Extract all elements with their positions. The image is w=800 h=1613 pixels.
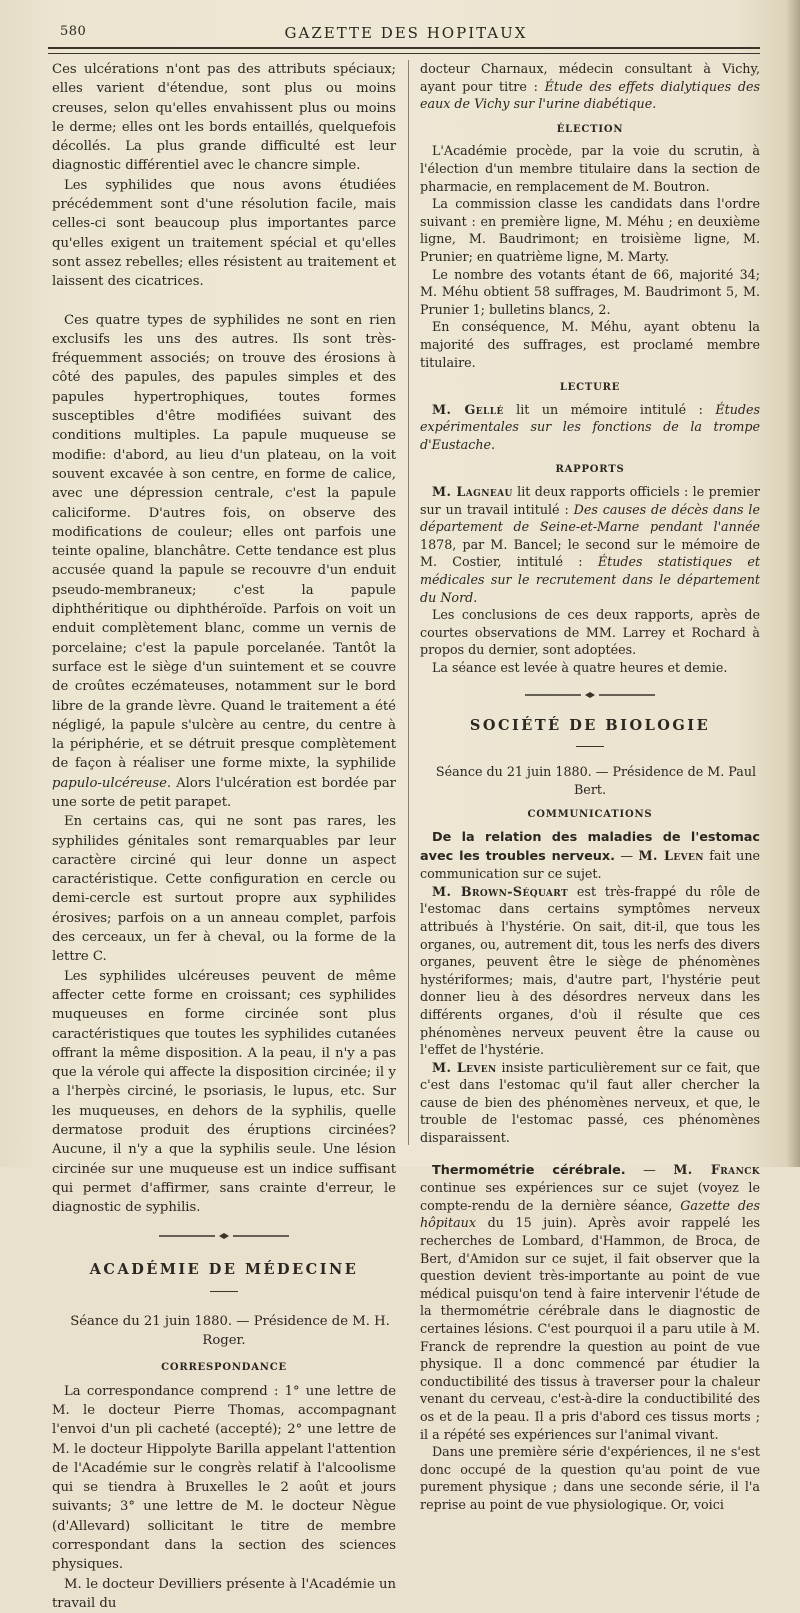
text-run: lit deux rapports officiels : le premier sur un travail intitulé : bbox=[420, 484, 760, 517]
paragraph: La correspondance comprend : 1° une lettre de M. le docteur Pierre Thomas, accompagnant l'envoi d'un pli cacheté (accepté); 2° une lettre de M. le docteur Hippolyte Barilla appelant l'attention de l'Académie sur le congrès relatif à l'alcoolisme qui se tiendra à Bruxelles le 2 août et jours suivants; 3° une lettre de M. le docteur Nègue (d'Allevard) sollicitant le titre de membre correspondant dans la section des sciences physiques. bbox=[52, 1383, 396, 1573]
correspondance-heading: CORRESPONDANCE bbox=[161, 1362, 287, 1374]
page-number: 580 bbox=[60, 24, 87, 39]
text-run: continue ses expériences sur ce sujet (voyez le compte-rendu de la dernière séance, bbox=[420, 1180, 760, 1213]
speaker-name: M. Gellé bbox=[432, 401, 504, 417]
topic-heading: De la relation des maladies de l'estomac avec les troubles nerveux. bbox=[420, 829, 760, 864]
paragraph: Les conclusions de ces deux rapports, après de courtes observations de MM. Larrey et Rochard à propos du dernier, sont adoptées. bbox=[420, 607, 760, 658]
text-run: 1878, par M. Bancel; le second sur le mémoire de M. Costier, intitulé : bbox=[420, 536, 760, 570]
paragraph: Les syphilides ulcéreuses peuvent de même affecter cette forme en croissant; ces syphilides muqueuses en forme circinée sont plus caractéristiques que toutes les syphilides cutanées offrant la même disposition. A la peau, il n'y a pas que la vérole qui affecte la disposition circinée; il y a l'herpès circiné, le psoriasis, le lupus, etc. Sur les muqueuses, en dehors de la syphilis, quelle dermatose produit des éruptions circinées? Aucune, il n'y a que la syphilis seule. Une lésion circinée sur une muqueuse est un indice suffisant qui permet d'affirmer, sans crainte d'erreur, le diagnostic de syphilis. bbox=[52, 968, 396, 1216]
session-line: Séance du 21 juin 1880. — Présidence de M. H. Roger. bbox=[70, 1313, 390, 1349]
paragraph: Le nombre des votants étant de 66, majorité 34; M. Méhu obtient 58 suffrages, M. Baudrimont 5, M. Prunier 1; bulletins blancs, 2. bbox=[420, 266, 760, 317]
section-ornament bbox=[159, 1232, 289, 1240]
biology-title: SOCIÉTÉ DE BIOLOGIE bbox=[469, 716, 711, 734]
paragraph: En conséquence, M. Méhu, ayant obtenu la majorité des suffrages, est proclamé membre titulaire. bbox=[420, 319, 760, 370]
paragraph bbox=[420, 828, 760, 883]
paragraph: La séance est levée à quatre heures et demie. bbox=[432, 660, 728, 675]
paragraph: Ces ulcérations n'ont pas des attributs spéciaux; elles varient d'étendue, sont plus ou moins creuses, selon qu'elles envahissent plus ou moins le derme; elles ont les bords entaillés, quelquefois décollés. La plus grande difficulté est leur diagnostic différentiel avec le chancre simple. bbox=[52, 62, 396, 174]
topic-heading: Thermométrie cérébrale. bbox=[432, 1162, 626, 1178]
speaker-name: M. Leven bbox=[432, 1059, 497, 1075]
italic-term: papulo-ulcéreuse. bbox=[52, 775, 172, 791]
paragraph bbox=[420, 1161, 760, 1444]
text-run: Alors l'ulcération est bordée par une sorte de petit parapet. bbox=[52, 775, 396, 810]
text-run: est très-frappé du rôle de l'estomac dans certains symptômes nerveux attribués à l'hystérie. On sait, dit-il, que tous les organes, ou, autrement dit, tous les nerfs des divers organes, peuvent être le siège de phénomènes hystériformes; mais, d'autre part, l'hystérie peut donner lieu à des désordres nerveux dans les différents organes, d'où il résulte que ces phénomènes nerveux peuvent être la cause ou l'effet de l'hystérie. bbox=[420, 883, 760, 1058]
text-run: docteur Charnaux, médecin consultant à Vichy, ayant pour titre : bbox=[420, 61, 760, 94]
italic-title: Étude des effets dialytiques des eaux de Vichy sur l'urine diabétique. bbox=[420, 78, 760, 112]
text-run: — bbox=[615, 847, 639, 863]
text-run: Ces quatre types de syphilides ne sont en rien exclusifs les uns des autres. Ils sont très-fréquemment associés; on trouve des érosions à côté des papules, des papules simples et des papules hypertrophiques, toutes formes susceptibles d'être modifiées suivant des conditions multiples. La papule muqueuse se modifie: d'abord, au lieu d'un plateau, on la voit souvent excavée à son centre, en forme de calice, avec une dépression centrale, c'est la papule caliciforme. D'autres fois, on observe des modifications de couleur; elles ont parfois une teinte opaline, blanchâtre. Cette tendance est plus accusée quand la papule se recouvre d'un enduit pseudo-membraneux; c'est la papule diphthéritique ou diphthéroïde. Parfois on voit un enduit complètement blanc, comme un vernis de porcelaine; c'est la papule porcelanée. Tantôt la surface est le siège d'un suintement et se couvre de croûtes eczémateuses, notamment sur le bord libre de la grande lèvre. Quand le traitement a été négligé, la papule s'ulcère au centre, du centre à la périphérie, et se détruit presque complètement de façon à réaliser une forme mixte, la syphilide bbox=[52, 312, 396, 772]
speaker-name: M. Lagneau bbox=[432, 484, 513, 500]
paragraph: M. le docteur Devilliers présente à l'Académie un travail du bbox=[52, 1576, 396, 1611]
academy-title: ACADÉMIE DE MÉDECINE bbox=[89, 1260, 359, 1278]
column-divider bbox=[408, 60, 409, 1145]
paragraph bbox=[420, 483, 760, 606]
paragraph: L'Académie procède, par la voie du scrutin, à l'élection d'un membre titulaire dans la section de pharmacie, en remplacement de M. Boutron. bbox=[420, 143, 760, 194]
italic-title: Études statistiques et médicales sur le recrutement dans le département du Nord. bbox=[420, 554, 760, 605]
right-column bbox=[420, 60, 760, 1514]
paragraph: En certains cas, qui ne sont pas rares, les syphilides génitales sont remarquables par leur caractère circiné qui leur donne un aspect caractéristique. Cette configuration en cercle ou demi-cercle est surtout propre aux syphilides érosives; parfois on a un anneau complet, parfois des cerceaux, un fer à cheval, ou la forme de la lettre C. bbox=[52, 814, 396, 965]
header-rule bbox=[48, 47, 760, 54]
session-line: Séance du 21 juin 1880. — Présidence de M. Paul Bert. bbox=[435, 764, 757, 797]
text-run: — bbox=[625, 1161, 674, 1177]
speaker-name: M. Brown-Séquart bbox=[432, 883, 569, 899]
text-run: insiste particulièrement sur ce fait, que c'est dans l'estomac qu'il faut aller chercher la cause de bien des phénomènes nerveux, et que, le trouble de l'estomac passé, ces phénomènes disparaissent. bbox=[420, 1059, 760, 1146]
title-rule bbox=[576, 746, 604, 747]
speaker-name: M. Franck bbox=[673, 1161, 760, 1177]
italic-title: Études expérimentales sur les fonctions de la trompe d'Eustache. bbox=[420, 401, 761, 452]
page-edge-shadow bbox=[786, 0, 800, 1167]
italic-title: Des causes de décès dans le département de Seine-et-Marne pendant l'année bbox=[420, 501, 760, 535]
paragraph bbox=[52, 311, 396, 813]
lecture-heading: LECTURE bbox=[559, 382, 621, 394]
paragraph bbox=[420, 883, 760, 1059]
italic-title: Gazette des hôpitaux bbox=[420, 1197, 760, 1231]
text-run: du 15 juin). Après avoir rappelé les recherches de Lombard, d'Hammon, de Broca, de Bert, d'Amidon sur ce sujet, il fait observer que la question devient très-importante au point de vue médical puisqu'on tend à faire intervenir l'étude de la thermométrie cérébrale dans le diagnostic de certaines lésions. C'est pourquoi il a paru utile à M. Franck de reprendre la question au point de vue physique. Il a donc commencé par étudier la conductibilité des tissus à traverser pour la chaleur venant du cerveau, c'est-à-dire la conductibilité des os et de la peau. Il a pris d'abord ces tissus morts ; il a répété ses expériences sur l'animal vivant. bbox=[420, 1215, 760, 1442]
paragraph bbox=[420, 401, 760, 454]
running-title: GAZETTE DES HOPITAUX bbox=[284, 24, 528, 42]
section-ornament bbox=[525, 691, 655, 699]
title-rule bbox=[210, 1291, 238, 1292]
page-header bbox=[52, 22, 760, 46]
text-run: fait une communication sur ce sujet. bbox=[420, 847, 760, 882]
paragraph bbox=[420, 1059, 760, 1147]
election-heading: ÉLECTION bbox=[556, 123, 624, 135]
left-column bbox=[52, 60, 396, 1613]
paragraph bbox=[420, 60, 760, 113]
rapports-heading: RAPPORTS bbox=[555, 464, 625, 476]
communications-heading: COMMUNICATIONS bbox=[527, 809, 653, 821]
text-run: lit un mémoire intitulé : bbox=[503, 401, 716, 417]
paragraph: La commission classe les candidats dans l'ordre suivant : en première ligne, M. Méhu ; en deuxième ligne, M. Baudrimont; en troisième ligne, M. Prunier; en quatrième ligne, M. Marty. bbox=[420, 196, 760, 264]
paragraph: Dans une première série d'expériences, il ne s'est donc occupé de la question qu'au point de vue purement physique ; dans une seconde série, il l'a reprise au point de vue physiologique. Or, voici bbox=[420, 1444, 760, 1512]
speaker-name: M. Leven bbox=[638, 847, 704, 863]
paragraph: Les syphilides que nous avons étudiées précédemment sont d'une résolution facile, mais celles-ci sont beaucoup plus importantes parce qu'elles exigent un traitement spécial et qu'elles sont assez rebelles; elles résistent au traitement et laissent des cicatrices. bbox=[52, 177, 396, 290]
